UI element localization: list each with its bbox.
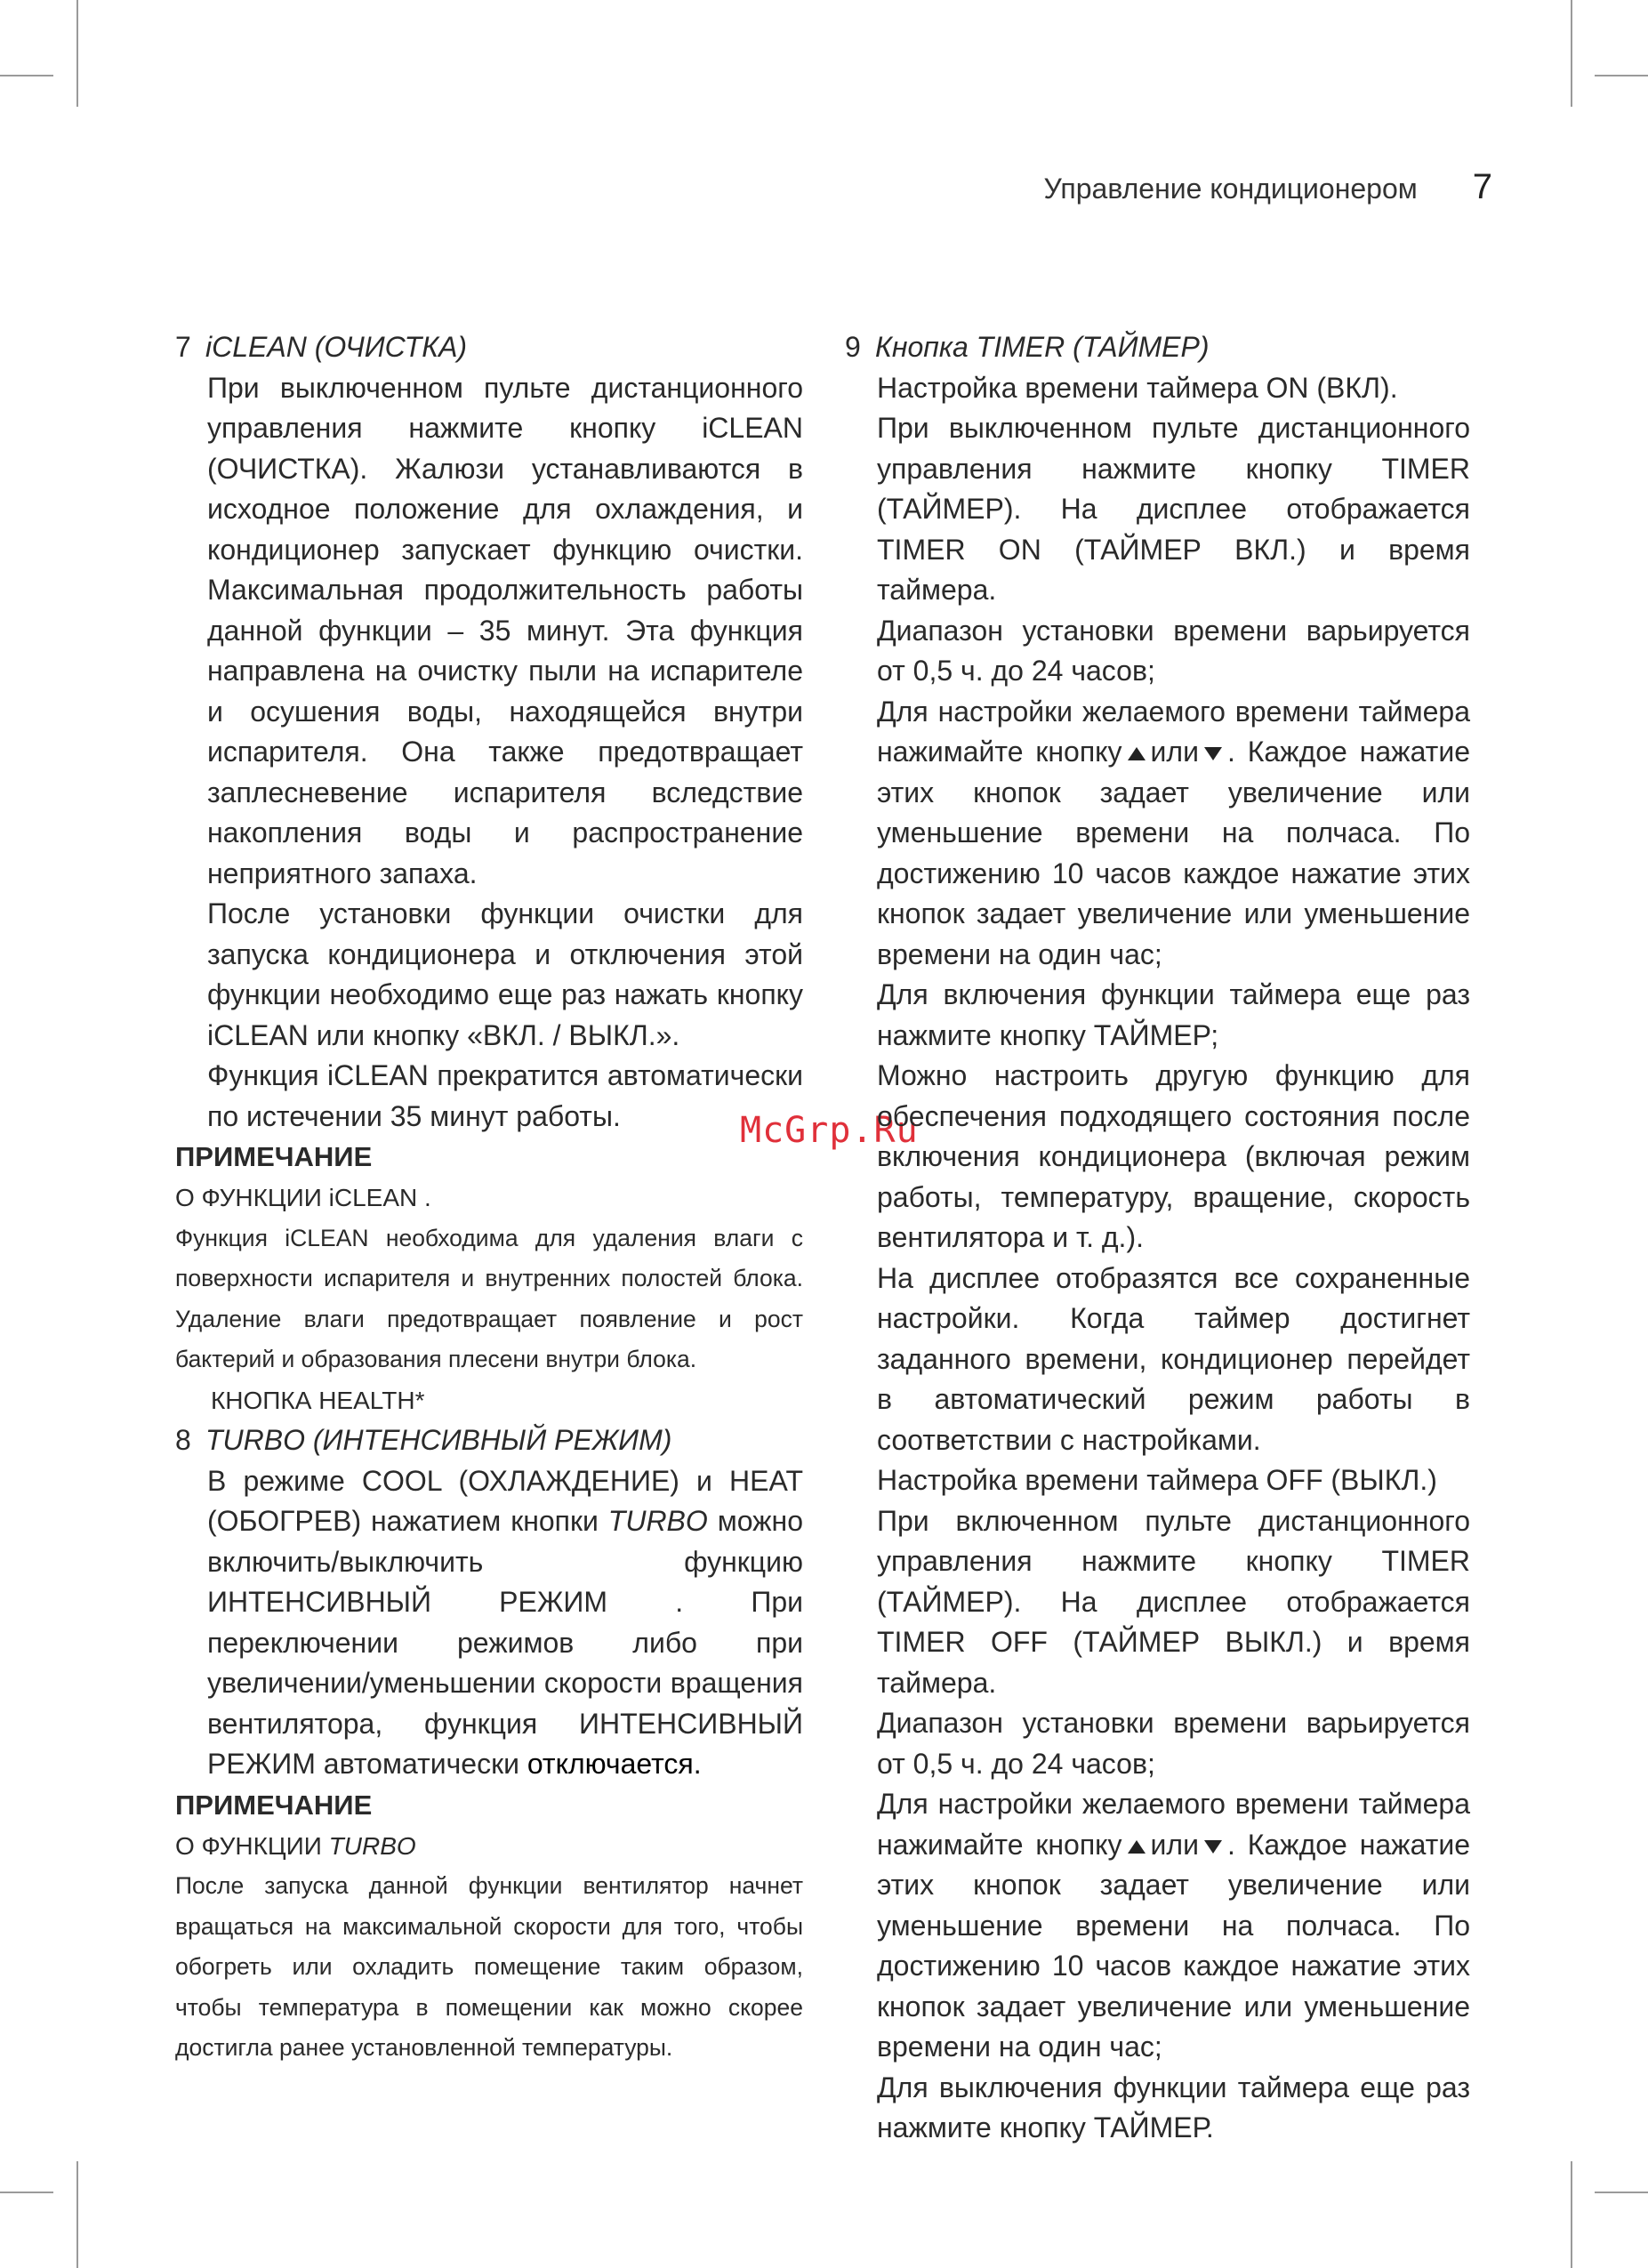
text-run: О ФУНКЦИИ — [175, 1831, 322, 1860]
page-number: 7 — [1472, 167, 1492, 206]
down-arrow-icon — [1204, 747, 1222, 760]
item-number: 7 — [175, 331, 191, 363]
text-run: отключается. — [527, 1748, 702, 1780]
health-button-label: КНОПКА HEALTH* — [211, 1386, 425, 1414]
item-8-heading — [175, 1420, 803, 1461]
text-run: TURBO — [328, 1831, 416, 1860]
paragraph: После установки функции очистки для запуска кондиционера и отключения этой функции необходимо еще раз нажать кнопку iCLEAN или кнопку «ВКЛ. / ВЫКЛ.». — [207, 897, 803, 1051]
paragraph: Для включения функции таймера еще раз нажмите кнопку ТАЙМЕР; — [877, 978, 1470, 1051]
up-arrow-icon — [1128, 747, 1146, 760]
note-text: Функция iCLEAN необходима для удаления влаги с поверхности испарителя и внутренних полостей блока. Удаление влаги предотвращает появление и рост бактерий и образования плесени внутри блока. — [175, 1224, 803, 1372]
text-run: Для настройки желаемого времени таймера нажимайте кнопку — [877, 695, 1470, 768]
text-run: Для настройки желаемого времени таймера нажимайте кнопку — [877, 1788, 1470, 1861]
text-run: или — [1150, 1828, 1199, 1861]
paragraph — [877, 692, 1470, 976]
section-title: Управление кондиционером — [1043, 173, 1418, 205]
text-run: или — [1150, 736, 1199, 768]
item-number: 8 — [175, 1424, 191, 1456]
item-title: TURBO (ИНТЕНСИВНЫЙ РЕЖИМ) — [205, 1424, 672, 1456]
note-subtitle: О ФУНКЦИИ iCLEAN . — [175, 1184, 431, 1211]
item-9-body — [845, 368, 1470, 2149]
crop-mark — [0, 75, 53, 76]
crop-mark — [1595, 75, 1648, 76]
text-run: В режиме COOL (ОХЛАЖДЕНИЕ) и HEAT (ОБОГРЕВ) нажатием кнопки — [207, 1464, 803, 1537]
note-subtitle — [175, 1826, 803, 1867]
paragraph: Настройка времени таймера ON (ВКЛ). — [877, 371, 1398, 404]
crop-mark — [0, 2192, 53, 2193]
text-run: . Каждое нажатие этих кнопок задает увеличение или уменьшение времени на полчаса. По достижению 10 часов каждое нажатие этих кнопок задает увеличение или уменьшение времени на один час; — [877, 1828, 1471, 2063]
paragraph: Можно настроить другую функцию для обеспечения подходящего состояния после включения кондиционера (включая режим работы, температуру, вращение, скорость вентилятора и т. д.). — [877, 1059, 1470, 1253]
item-9-heading — [845, 327, 1470, 368]
paragraph: Для выключения функции таймера еще раз нажмите кнопку ТАЙМЕР. — [877, 2071, 1470, 2143]
paragraph: Диапазон установки времени варьируется от 0,5 ч. до 24 часов; — [877, 1707, 1470, 1780]
item-8-body — [175, 1461, 803, 1785]
paragraph — [877, 1784, 1470, 2068]
paragraph: Функция iCLEAN прекратится автоматически по истечении 35 минут работы. — [207, 1059, 803, 1132]
item-7-heading — [175, 327, 803, 368]
paragraph: При выключенном пульте дистанционного управления нажмите кнопку iCLEAN (ОЧИСТКА). Жалюзи устанавливаются в исходное положение для охлаждения, и кондиционер запускает функцию очистки. Максимальная продолжительность работы данной функции – 35 минут. Эта функция направлена на очистку пыли на испарителе и осушения воды, находящейся внутри испарителя. Она также предотвращает заплесневение испарителя вследствие накопления воды и распространение неприятного запаха. — [207, 371, 803, 889]
paragraph: Настройка времени таймера OFF (ВЫКЛ.) — [877, 1464, 1437, 1496]
note-title: ПРИМЕЧАНИЕ — [175, 1789, 373, 1821]
crop-mark — [1595, 2192, 1648, 2193]
crop-mark — [1571, 0, 1572, 107]
item-title: Кнопка TIMER (ТАЙМЕР) — [875, 331, 1210, 363]
down-arrow-icon — [1204, 1840, 1222, 1854]
up-arrow-icon — [1128, 1840, 1146, 1854]
item-7-body — [175, 368, 803, 1138]
watermark: McGrp.Ru — [740, 1110, 919, 1151]
left-column — [175, 327, 803, 2069]
paragraph: При выключенном пульте дистанционного управления нажмите кнопку TIMER (ТАЙМЕР). На дисплее отображается TIMER ON (ТАЙМЕР ВКЛ.) и время таймера. — [877, 412, 1470, 606]
note-title: ПРИМЕЧАНИЕ — [175, 1141, 373, 1172]
text-run: можно включить/выключить функцию ИНТЕНСИВНЫЙ РЕЖИМ . При переключении режимов либо при увеличении/уменьшении скорости вращения вентилятора, функция ИНТЕНСИВНЫЙ РЕЖИМ автоматически — [207, 1505, 803, 1780]
text-run: TURBO — [607, 1505, 708, 1537]
page-header — [1044, 167, 1492, 207]
note-text: После запуска данной функции вентилятор начнет вращаться на максимальной скорости для того, чтобы обогреть или охладить помещение таким образом, чтобы температура в помещении как можно скорее достигла ранее установленной температуры. — [175, 1872, 803, 2061]
right-column — [845, 327, 1470, 2149]
text-run: . Каждое нажатие этих кнопок задает увеличение или уменьшение времени на полчаса. По достижению 10 часов каждое нажатие этих кнопок задает увеличение или уменьшение времени на один час; — [877, 736, 1471, 970]
crop-mark — [76, 0, 78, 107]
paragraph: При включенном пульте дистанционного управления нажмите кнопку TIMER (ТАЙМЕР). На дисплее отображается TIMER OFF (ТАЙМЕР ВЫКЛ.) и время таймера. — [877, 1504, 1470, 1699]
item-title: iCLEAN (ОЧИСТКА) — [205, 331, 468, 363]
crop-mark — [1571, 2161, 1572, 2268]
item-number: 9 — [845, 331, 861, 363]
paragraph: Диапазон установки времени варьируется от 0,5 ч. до 24 часов; — [877, 614, 1470, 687]
paragraph — [207, 1461, 803, 1785]
paragraph: На дисплее отобразятся все сохраненные настройки. Когда таймер достигнет заданного времени, кондиционер перейдет в автоматический режим работы в соответствии с настройками. — [877, 1261, 1470, 1456]
crop-mark — [76, 2161, 78, 2268]
